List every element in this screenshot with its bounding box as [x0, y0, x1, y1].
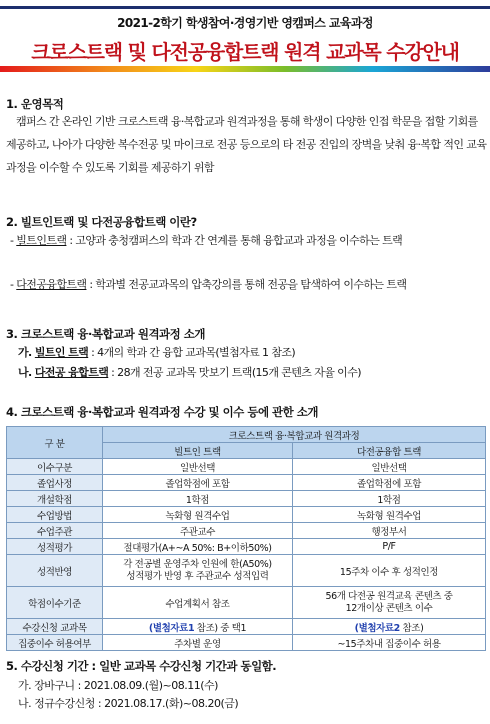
page-header [0, 0, 490, 80]
builtin-track-term: 빌트인트랙 [16, 234, 67, 247]
table-row: 성적반영 각 전공별 운영주차 인원에 한(A50%) 성적평가 반영 후 주관교수 성적입력 15주차 이수 후 성적인정 [7, 555, 486, 587]
table-row: 집중이수 허용여부 주차별 운영 ~15주차내 집중이수 허용 [7, 635, 486, 651]
builtin-track-name: 빌트인 트랙 [34, 346, 89, 359]
section-2-item-multimajor: - 다전공융합트랙 : 학과별 전공교과목의 압축강의를 통해 전공을 탐색하여 이수하는 트랙 [10, 278, 407, 291]
section-1-body: 캠퍼스 간 온라인 기반 크로스트랙 융·복합교과 원격과정을 통해 학생이 다양한 인접 학문을 접할 기회를 제공하고, 나아가 다양한 복수전공 및 마이크로 전공 등으로의 타 전공 진입의 장벽을 낮춰 융·복합 적인 교육과정을 이수할 수 있도록 기회를 제공하기 위함 [6, 115, 487, 174]
builtin-track-desc: : 고양과 충청캠퍼스의 학과 간 연계를 통해 융합교과 과정을 이수하는 트랙 [66, 234, 403, 247]
table-row: 수강신청 교과목 (별첨자료1 참조) 중 택1 (별첨자료2 참조) [7, 619, 486, 635]
col-multimajor-header: 다전공융합 트랙 [293, 443, 486, 459]
page-title: 크로스트랙 및 다전공융합트랙 원격 교과목 수강안내 [31, 40, 459, 64]
section-3-heading: 3. 크로스트랙 융·복합교과 원격과정 소개 [6, 327, 205, 341]
cart-period: 가. 장바구니 : 2021.08.09.(월)~08.11(수) [18, 679, 218, 692]
table-row: 개설학점 1학점 1학점 [7, 491, 486, 507]
table-group-header: 크로스트랙 융·복합교과 원격과정 [103, 427, 486, 443]
table-corner-header: 구 분 [7, 427, 103, 459]
rainbow-divider [0, 66, 490, 72]
table-row: 수업방법 녹화형 원격수업 녹화형 원격수업 [7, 507, 486, 523]
table-row: 성적평가 절대평가(A+~A 50%: B+이하50%) P/F [7, 539, 486, 555]
appendix-1-ref: (별첨자료1 [148, 622, 195, 634]
section-2-item-builtin: - 빌트인트랙 : 고양과 충청캠퍼스의 학과 간 연계를 통해 융합교과 과정을 이수하는 트랙 [10, 234, 403, 247]
table-row: 수업주관 주관교수 행정부서 [7, 523, 486, 539]
section-5-heading: 5. 수강신청 기간 : 일반 교과목 수강신청 기간과 동일함. [6, 659, 277, 673]
multimajor-track-term: 다전공융합트랙 [16, 278, 87, 291]
section-2-heading: 2. 빌트인트랙 및 다전공융합트랙 이란? [6, 215, 197, 229]
course-info-table [6, 426, 486, 651]
section-3-item-multimajor: 나. 다전공 융합트랙 : 28개 전공 교과목 맛보기 트랙(15개 콘텐츠 자율 이수) [18, 366, 361, 379]
section-4-heading: 4. 크로스트랙 융·복합교과 원격과정 수강 및 이수 등에 관한 소개 [6, 405, 318, 419]
table-header-row [7, 427, 486, 443]
table-row: 학점이수기준 수업계획서 참조 56개 다전공 원격교육 콘텐츠 중 12개이상 콘텐츠 이수 [7, 587, 486, 619]
section-1-heading: 1. 운영목적 [6, 97, 64, 111]
section-3-item-builtin: 가. 빌트인 트랙 : 4개의 학과 간 융합 교과목(별첨자료 1 참조) [18, 346, 296, 359]
page-subtitle: 2021-2학기 학생참여·경영기반 영캠퍼스 교육과정 [117, 16, 373, 30]
appendix-2-ref: (별첨자료2 [354, 622, 400, 634]
table-row: 이수구분 일반선택 일반선택 [7, 459, 486, 475]
regular-registration-period: 나. 정규수강신청 : 2021.08.17.(화)~08.20(금) [18, 697, 239, 710]
col-builtin-header: 빌트인 트랙 [103, 443, 293, 459]
header-top-bar [0, 6, 490, 9]
multimajor-track-name: 다전공 융합트랙 [34, 366, 109, 379]
table-row: 졸업사정 졸업학점에 포함 졸업학점에 포함 [7, 475, 486, 491]
multimajor-track-desc: : 학과별 전공교과목의 압축강의를 통해 전공을 탐색하여 이수하는 트랙 [86, 278, 407, 291]
